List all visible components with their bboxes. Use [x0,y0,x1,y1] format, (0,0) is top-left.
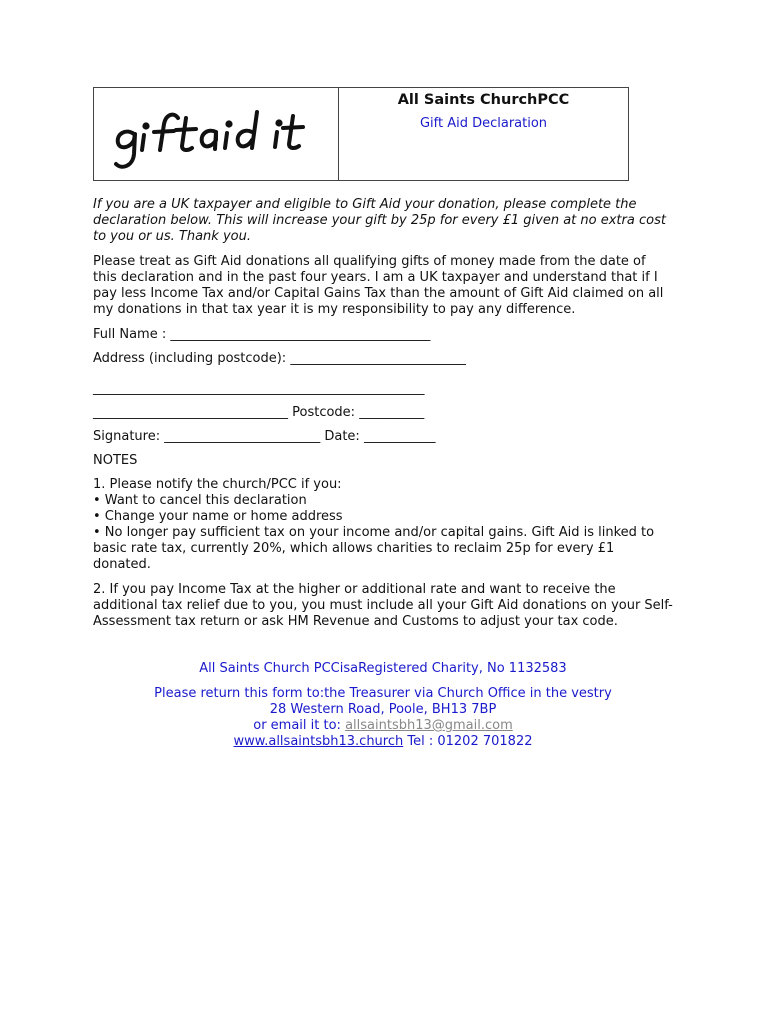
church-title: All Saints ChurchPCC [397,92,570,108]
notes-item-2: 2. If you pay Income Tax at the higher or additional rate and want to receive the additional tax relief due to you, you must include all your Gift Aid donations on your Self-Assessment tax return or ask HM Revenue and Customs to adjust your tax code. [93,582,673,629]
address-line-2-field[interactable]: ___________________________________________________ [93,381,425,396]
email-link[interactable]: allsaintsbh13@gmail.com [345,718,513,733]
gift-aid-logo-image [94,88,338,180]
notes-bullet-change: • Change your name or home address [93,509,343,524]
header-table [93,87,629,181]
notes-bullet-cancel: • Want to cancel this declaration [93,493,307,508]
email-line [93,718,673,734]
church-address: 28 Western Road, Poole, BH13 7BP [269,702,497,717]
signature-date-field[interactable]: Signature: ________________________ Date: ___________ [93,429,436,444]
intro-text: If you are a UK taxpayer and eligible to Gift Aid your donation, please complete the declaration below. This will increase your gift by 25p for every £1 given at no extra cost to you or us. Thank you. [93,197,666,244]
website-link[interactable]: www.allsaintsbh13.church [233,734,404,749]
header-title-cell [339,88,628,180]
website-line [93,734,673,750]
postcode-field[interactable]: ______________________________ Postcode: __________ [93,405,425,420]
notes-item-1-intro: 1. Please notify the church/PCC if you: [93,477,342,492]
footer [93,661,673,750]
registered-charity-text: All Saints Church PCCisaRegistered Charity, No 1132583 [199,661,567,676]
declaration-text: Please treat as Gift Aid donations all qualifying gifts of money made from the date of this declaration and in the past four years. I am a UK taxpayer and understand that if I pay less Income Tax and/or Capital Gains Tax than the amount of Gift Aid claimed on all my donations in that tax year it is my responsibility to pay any difference. [93,254,664,317]
declaration-title: Gift Aid Declaration [419,116,548,131]
telephone-text: Tel : 01202 701822 [403,734,533,749]
full-name-field[interactable]: Full Name : ________________________________________ [93,327,431,342]
email-prefix: or email it to: [253,718,346,733]
notes-heading: NOTES [93,453,138,468]
gift-aid-logo [94,88,339,180]
notes-bullet-tax: • No longer pay sufficient tax on your income and/or capital gains. Gift Aid is linked to basic rate tax, currently 20%, which allows charities to reclaim 25p for every £1 donated. [93,525,655,572]
address-field[interactable]: Address (including postcode): ___________________________ [93,351,466,366]
return-to-text: Please return this form to:the Treasurer via Church Office in the vestry [154,686,612,701]
form-content [93,197,673,639]
